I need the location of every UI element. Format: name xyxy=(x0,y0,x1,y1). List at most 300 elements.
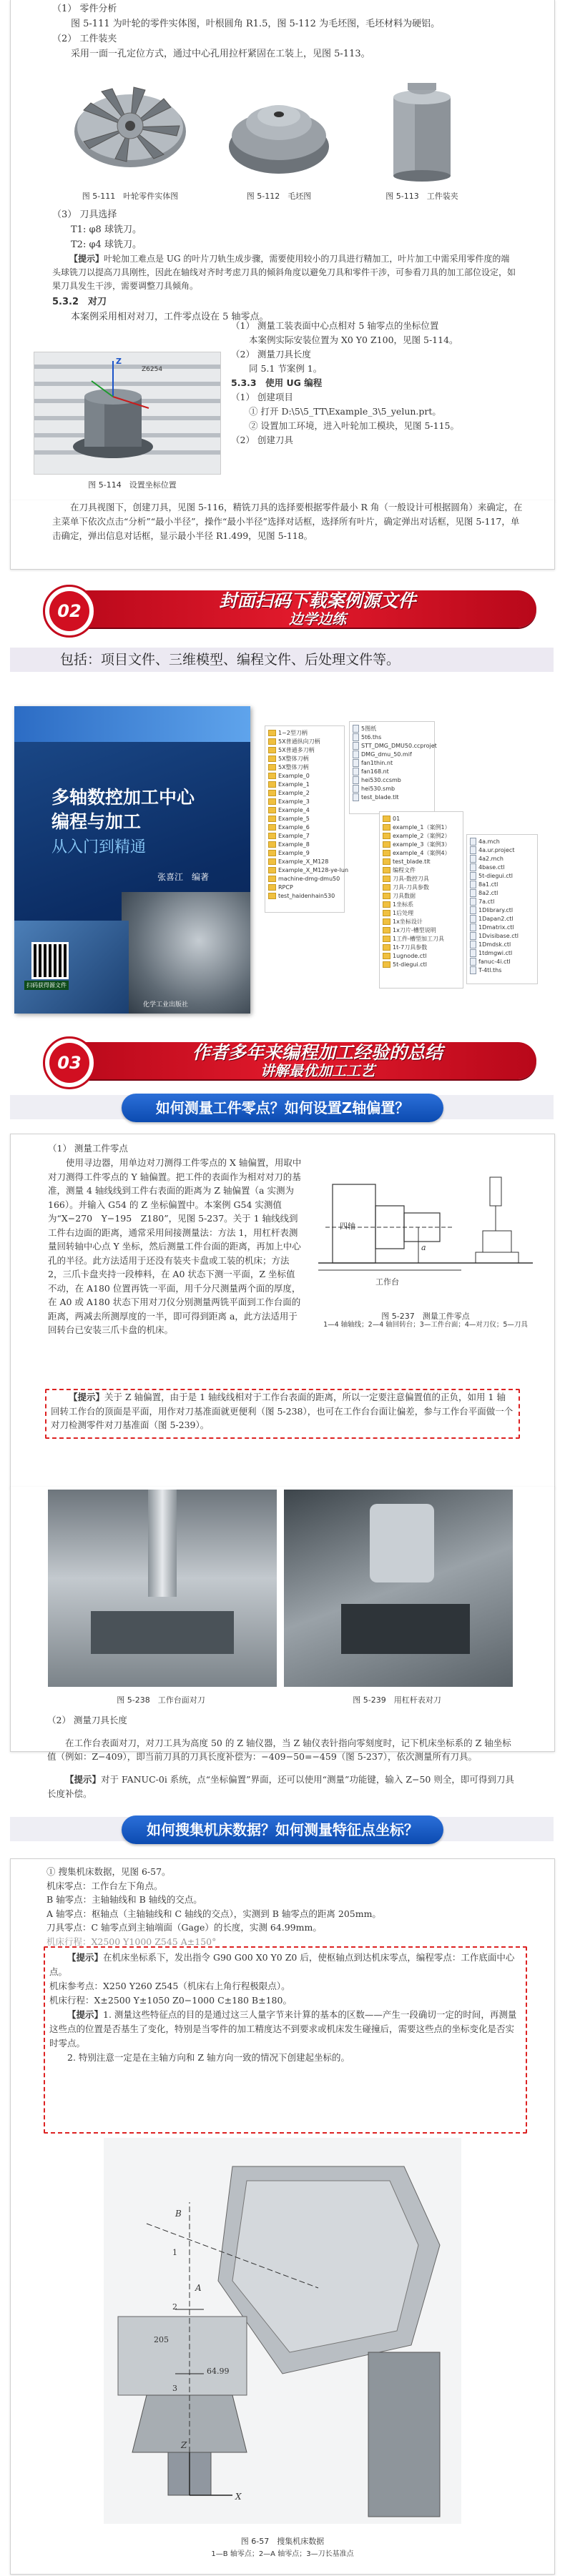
s1-item3-title: （2） 工件装夹 xyxy=(52,34,117,44)
fig-6-57-caption: 图 6-57 搜集机床数据 xyxy=(240,2537,325,2546)
folder-icon xyxy=(268,756,276,762)
file-entry[interactable] xyxy=(470,881,534,889)
file-entry[interactable] xyxy=(268,875,341,883)
s3-l7: 机床参考点：X250 Y260 Z545（机床右上角行程极限点）。 xyxy=(49,1981,290,1991)
file-entry-label: 1Dmatrix.ctl xyxy=(478,924,514,931)
file-entry[interactable] xyxy=(383,918,460,926)
file-icon xyxy=(470,846,476,854)
page-section-2 xyxy=(10,1134,555,1488)
fig-5-237-label-table: 工作台 xyxy=(375,1277,399,1287)
s1-right-2: 本案例实际安装位置为 X0 Y0 Z100，见图 5-114。 xyxy=(249,335,458,345)
s2-p1-title: （1） 测量工件零点 xyxy=(48,1143,128,1154)
file-entry[interactable] xyxy=(268,729,341,738)
folder-icon xyxy=(268,850,276,856)
banner-experience-line1: 作者多年来编程加工经验的总结 xyxy=(192,1042,443,1063)
folder-icon xyxy=(268,798,276,805)
file-entry-label: Example_6 xyxy=(278,824,310,831)
folder-icon xyxy=(383,867,390,873)
s2-tip-label: 【提示】 xyxy=(69,1392,105,1402)
folder-icon xyxy=(383,824,390,831)
file-entry-label: 7a.ctl xyxy=(478,898,495,905)
folder-icon xyxy=(383,884,390,891)
book-publisher: 化学工业出版社 xyxy=(143,1001,189,1009)
file-entry[interactable] xyxy=(383,901,460,909)
file-entry-label: 5X普通纵向刀柄 xyxy=(278,738,320,745)
banner-download-line1: 封面扫码下载案例源文件 xyxy=(219,590,416,611)
file-entry[interactable] xyxy=(268,849,341,858)
folder-icon xyxy=(383,850,390,856)
file-icon xyxy=(353,776,359,784)
file-entry[interactable] xyxy=(268,883,341,892)
file-entry-label: 1tdmgwi.ctl xyxy=(478,950,513,956)
sec-532-text: 本案例采用相对对刀，工件零点设在 5 轴零点。 xyxy=(71,312,269,322)
file-entry[interactable] xyxy=(470,846,534,855)
photo-5-238 xyxy=(48,1490,277,1687)
file-entry-label: 1t-7刀具参数 xyxy=(393,944,428,951)
fig-5-112-caption: 图 5-112 毛坯图 xyxy=(246,192,312,201)
banner-download-badge xyxy=(43,585,96,638)
file-entry[interactable] xyxy=(470,838,534,846)
fig-6-57-label-2: 2 xyxy=(172,2302,177,2312)
fig-5-238-caption: 图 5-238 工作台面对刀 xyxy=(117,1695,205,1705)
fig-5-114-axis-z: Z xyxy=(116,357,122,366)
file-entry-label: Example_0 xyxy=(278,773,310,779)
heading-machine-data: 如何搜集机床数据？如何测量特征点坐标？ xyxy=(122,1815,443,1844)
file-entry-label: 5X整体刀柄 xyxy=(278,764,309,771)
file-entry-label: STT_DMG_DMU50.ccprojet xyxy=(361,743,437,749)
s3-l3: B 轴零点：主轴轴线和 B 轴线的交点。 xyxy=(46,1894,202,1905)
folder-icon xyxy=(383,893,390,899)
file-icon xyxy=(470,898,476,906)
folder-icon xyxy=(383,918,390,925)
fig-6-57-label-Z: Z xyxy=(181,2440,187,2450)
include-strip-text: 包括：项目文件、三维模型、编程文件、后处理文件等。 xyxy=(60,652,401,668)
file-icon xyxy=(353,742,359,750)
tool-title: （3） 刀具选择 xyxy=(52,209,117,220)
file-entry-label: Example_5 xyxy=(278,816,310,822)
s1-right-9: 在刀具视图下，创建刀具，见图 5-116，精铣刀具的选择要根据零件最小 R 角（一般设计可根据圆角）来确定，在主菜单下依次点击“分析”“最小半径”，操作“最小半径”选择对话框，选择所有叶片，确定弹出对话框，见图 5-117，单击确定，弹出信息对话框，显示最小半径 R1.499，见图 5-118。 xyxy=(52,502,523,541)
banner-experience-num: 03 xyxy=(49,1043,89,1083)
file-entry[interactable] xyxy=(353,733,431,742)
file-icon xyxy=(353,733,359,741)
file-entry[interactable] xyxy=(470,966,534,975)
file-entry[interactable] xyxy=(353,742,437,750)
folder-icon xyxy=(383,841,390,848)
file-entry[interactable] xyxy=(470,863,534,872)
book-title-line1: 多轴数控加工中心 xyxy=(51,787,195,808)
file-entry-label: 1x坐标设计 xyxy=(393,918,423,925)
file-entry[interactable] xyxy=(383,935,460,943)
file-entry[interactable] xyxy=(268,806,341,815)
file-icon xyxy=(470,863,476,871)
file-entry[interactable] xyxy=(383,841,460,849)
folder-icon xyxy=(383,816,390,822)
file-entry-label: test_blade.tlt xyxy=(393,858,431,865)
file-entry-label: 5t6.ths xyxy=(361,734,382,740)
file-entry-label: 1工件-槽型加工刀具 xyxy=(393,936,444,942)
folder-icon xyxy=(268,807,276,813)
file-entry-label: 1后处理 xyxy=(393,910,414,916)
file-entry[interactable] xyxy=(268,841,341,849)
file-entry[interactable] xyxy=(353,776,431,785)
s3-tip2 xyxy=(49,2008,519,2051)
tool-t2: T2: φ4 球铣刀。 xyxy=(71,239,142,250)
folder-icon xyxy=(268,824,276,831)
s3-tip-text: 在机床坐标系下，发出指令 G90 G00 X0 Y0 Z0 后，使枢轴点到达机床零点，编程零点：工作底面中心点。 xyxy=(49,1952,515,1977)
file-entry[interactable] xyxy=(353,750,431,759)
include-strip xyxy=(10,648,554,672)
file-icon xyxy=(353,793,359,801)
file-entry[interactable] xyxy=(383,892,460,901)
file-entry[interactable] xyxy=(470,932,534,941)
fig-5-237-diagram xyxy=(311,1163,540,1306)
file-entry[interactable] xyxy=(470,906,534,915)
file-icon xyxy=(470,906,476,914)
file-entry-label: Example_3 xyxy=(278,798,310,805)
file-entry[interactable] xyxy=(383,943,460,952)
file-icon xyxy=(353,725,359,733)
s1-tip-text: 叶轮加工难点是 UG 的叶片刀轨生成步骤，需要使用较小的刀具进行精加工，叶片加工中需采用零件度的端头球铣刀以提高刀具刚性，因此在轴线对齐时考虑刀具的倾斜角度以避免刀具和零件干涉，可参看刀具的加工部位设定，如果刀具发生干涉，需要调整刀具倾角。 xyxy=(52,254,516,291)
folder-icon xyxy=(268,773,276,779)
s1-tip-label: 【提示】 xyxy=(69,254,104,264)
s3-tip xyxy=(49,1951,519,1979)
file-icon xyxy=(470,923,476,931)
file-entry-label: example_2（案例2） xyxy=(393,833,451,839)
file-entry[interactable] xyxy=(470,915,534,923)
fig-5-237-caption-sub: 1—4 轴轴线；2—4 轴回转台；3—工件台面；4—对刀仪；5—刀具 xyxy=(323,1321,528,1329)
file-icon xyxy=(470,872,476,880)
s1-item3-text: 采用一面一孔定位方式，通过中心孔用拉杆紧固在工装上，见图 5-113。 xyxy=(71,49,370,59)
fig-6-57-label-205: 205 xyxy=(154,2335,169,2344)
file-entry-label: 1ugnode.ctl xyxy=(393,953,427,959)
fig-5-113-caption: 图 5-113 工件装夹 xyxy=(385,192,458,201)
file-entry[interactable] xyxy=(383,858,460,866)
file-icon xyxy=(470,889,476,897)
s1-right-7: ② 设置加工环境，进入叶轮加工模块，见图 5-115。 xyxy=(249,420,459,431)
folder-icon xyxy=(383,936,390,942)
s3-tip2-label: 【提示】 xyxy=(67,2009,104,2020)
file-entry-label: 1~2型刀柄 xyxy=(278,730,308,736)
file-entry-label: example_1（案例1） xyxy=(393,824,451,831)
s3-l5: 刀具零点：C 轴零点到主轴端面（Gage）的长度，实测 64.99mm。 xyxy=(46,1922,322,1933)
blank-image xyxy=(225,79,333,179)
file-entry-label: Example_7 xyxy=(278,833,310,839)
file-icon xyxy=(470,966,476,974)
book-top-band xyxy=(14,706,250,742)
file-icon xyxy=(470,855,476,863)
file-entry-label: Example_1 xyxy=(278,781,310,788)
file-entry-label: 5t-diegui.ctl xyxy=(393,961,428,968)
banner-experience-line2: 讲解最优加工工艺 xyxy=(260,1062,375,1079)
fig-5-239-caption: 图 5-239 用杠杆表对刀 xyxy=(353,1695,441,1705)
file-entry[interactable] xyxy=(268,823,341,832)
folder-icon xyxy=(383,858,390,865)
folder-icon xyxy=(268,781,276,788)
s3-l6: 机床行程：X2500 Y1000 Z545 A±150° xyxy=(46,1936,217,1947)
fig-5-114-caption: 图 5-114 设置坐标位置 xyxy=(88,480,177,490)
file-entry-label: Example_X_M128-ye-lun xyxy=(278,867,349,873)
file-entry-label: Example_4 xyxy=(278,807,310,813)
impeller-image xyxy=(69,74,191,182)
file-icon xyxy=(470,941,476,948)
file-icon xyxy=(470,958,476,966)
s3-l8: 机床行程：X±2500 Y±1050 Z0−1000 C±180 B±180。 xyxy=(49,1995,292,2006)
file-entry[interactable] xyxy=(268,781,341,789)
banner-download xyxy=(14,580,551,638)
file-entry[interactable] xyxy=(353,725,431,733)
file-entry[interactable] xyxy=(268,789,341,798)
banner-download-line2: 边学边练 xyxy=(289,610,346,628)
file-entry-label: machine-dmg-dmu50 xyxy=(278,876,340,882)
s3-l2: 机床零点：工作台左下角点。 xyxy=(46,1880,163,1891)
file-entry-label: Example_8 xyxy=(278,841,310,848)
file-entry[interactable] xyxy=(383,832,460,841)
file-entry-label: 01 xyxy=(393,816,401,822)
file-entry[interactable] xyxy=(268,858,341,866)
s1-tip xyxy=(52,252,517,293)
file-entry-label: test_blade.tlt xyxy=(361,794,399,801)
file-entry[interactable] xyxy=(268,755,341,763)
file-entry-label: 1Dlibrary.ctl xyxy=(478,907,514,913)
page-section-1-cont xyxy=(10,500,555,570)
fig-6-57-diagram xyxy=(104,2138,461,2524)
file-entry[interactable] xyxy=(383,926,460,935)
book-title-line2: 编程与加工 xyxy=(51,811,142,832)
file-entry-label: 4a2.mch xyxy=(478,856,503,862)
file-icon xyxy=(470,932,476,940)
s2-tip xyxy=(51,1390,514,1432)
file-entry[interactable] xyxy=(353,768,431,776)
file-icon xyxy=(353,750,359,758)
file-entry-label: 编程文件 xyxy=(393,867,416,873)
file-entry[interactable] xyxy=(383,849,460,858)
file-entry-label: RPCP xyxy=(278,884,293,891)
file-entry[interactable] xyxy=(383,875,460,883)
file-entry[interactable] xyxy=(383,866,460,875)
fig-5-114-image xyxy=(34,352,221,475)
s2-tip2-text: 对于 FANUC-0i 系统，点“坐标偏置”界面，还可以使用“测量”功能键，输入 Z−50 则全，即可得到刀具长度补偿。 xyxy=(47,1774,514,1799)
folder-icon xyxy=(383,833,390,839)
file-entry[interactable] xyxy=(383,961,460,969)
file-entry-label: 刀具数据 xyxy=(393,893,416,899)
file-entry-label: 1Dvisibase.ctl xyxy=(478,933,519,939)
s2-p2-text: 在工作台表面对刀，对刀工具为高度 50 的 Z 轴仪器，当 Z 轴仪表针指向零刻度时，记下机床坐标系的 Z 轴坐标值（例如：Z−409），即当前刀具的刀具长度补偿为：−409−50=−459（图 5-237），依次测量所有刀具。 xyxy=(47,1737,511,1762)
folder-icon xyxy=(268,816,276,822)
file-entry-label: Example_X_M128 xyxy=(278,858,329,865)
fig-5-114-label: Z6254 xyxy=(142,366,163,373)
sec-532-title: 5.3.2 对刀 xyxy=(52,297,107,307)
file-icon xyxy=(353,768,359,776)
file-entry[interactable] xyxy=(383,823,460,832)
file-entry-label: test_haidenhain530 xyxy=(278,893,335,899)
book-qr xyxy=(31,942,69,979)
file-entry[interactable] xyxy=(268,866,349,875)
photo-5-239 xyxy=(284,1490,513,1687)
file-entry[interactable] xyxy=(353,785,431,793)
s1-item-title: （1） 零件分析 xyxy=(52,4,117,14)
file-entry-label: 1x刀片-槽型说明 xyxy=(393,927,436,933)
folder-icon xyxy=(268,747,276,753)
fig-5-237-label-sizhou: 四轴 xyxy=(340,1222,355,1231)
s1-item-text: 图 5-111 为叶轮的零件实体图，叶根圆角 R1.5，图 5-112 为毛坯图，毛坯材料为硬铝。 xyxy=(71,19,441,29)
file-entry[interactable] xyxy=(383,883,460,892)
file-entry[interactable] xyxy=(470,855,534,863)
file-col-2 xyxy=(349,721,435,814)
page-section-1 xyxy=(10,0,555,501)
book-cover xyxy=(14,706,250,1014)
file-entry[interactable] xyxy=(268,892,341,901)
file-entry-label: hei530.ccsmb xyxy=(361,777,401,783)
folder-icon xyxy=(268,841,276,848)
file-entry[interactable] xyxy=(470,949,534,958)
file-panel xyxy=(265,725,544,983)
folder-icon xyxy=(268,858,276,865)
folder-icon xyxy=(268,790,276,796)
folder-icon xyxy=(268,730,276,736)
file-entry-label: fanuc-4i.ctl xyxy=(478,958,511,965)
file-entry-label: DMG_dmu_50.mif xyxy=(361,751,412,758)
file-entry[interactable] xyxy=(383,909,460,918)
banner-experience-badge xyxy=(43,1036,96,1089)
page-section-3 xyxy=(10,1858,555,2575)
file-entry-label: 4a.mch xyxy=(478,838,500,845)
folder-icon xyxy=(383,927,390,933)
file-entry-label: Example_9 xyxy=(278,850,310,856)
file-entry-label: example_4（案例4） xyxy=(393,850,451,856)
fig-5-111-caption: 图 5-111 叶轮零件实体图 xyxy=(82,192,179,201)
fig-6-57-label-64: 64.99 xyxy=(207,2367,230,2376)
folder-icon xyxy=(268,893,276,899)
tool-t1: T1: φ8 球铣刀。 xyxy=(71,224,142,235)
s3-l1: ① 搜集机床数据，见图 6-57。 xyxy=(46,1866,171,1877)
file-entry-label: 8a2.ctl xyxy=(478,890,498,896)
file-entry[interactable] xyxy=(470,872,534,881)
s2-tip-text: 关于 Z 轴偏置，由于是 1 轴线线相对于工作台表面的距离，所以一定要注意偏置值的正负，如用 1 轴回转工作台的顶面是平面，用作对刀基准面就更便利（图 5-238），也可在工作台台面让偏差，参与工作台平面做一个对刀检测零件对刀基准面（图 5-239）。 xyxy=(51,1392,514,1430)
file-icon xyxy=(470,915,476,923)
s1-right-4: 同 5.1 节案例 1。 xyxy=(249,363,323,374)
file-icon xyxy=(353,785,359,793)
folder-icon xyxy=(383,901,390,908)
sec-533-title: 5.3.3 使用 UG 编程 xyxy=(231,377,323,388)
file-icon xyxy=(470,949,476,957)
s3-l4: A 轴零点：枢轴点（主轴轴线和 C 轴线的交点），实测到 B 轴零点的距离 205mm。 xyxy=(46,1908,381,1919)
fig-6-57-label-A: A xyxy=(195,2283,202,2293)
file-entry-label: 4a.ur.project xyxy=(478,847,515,853)
s3-tip-label: 【提示】 xyxy=(67,1952,104,1963)
file-entry[interactable] xyxy=(383,815,460,823)
file-entry[interactable] xyxy=(470,941,534,949)
file-entry-label: 刀具-刀具参数 xyxy=(393,884,429,891)
s2-tip2-label: 【提示】 xyxy=(65,1774,102,1785)
book-machine-image xyxy=(122,892,250,1014)
s2-p1-text: 使用寻边器，用单边对刀测得工件零点的 X 轴偏置，用取中对刀测得工件零点的 Y 轴偏置。把工件的表面作为相对对刀的基准，测量 4 轴线线到工件右表面的距离为 Z 轴偏置（a 实测为 166）。并输入 G54 的 Z 坐标偏置中。本案例 G54 实测值为“X−270 Y−195 Z180”，见图 5-237。关于 1 轴线线到工件右边面的距离，通常采用间接测量法：方法 1，用杠杆表测量回转轴中心点 Y 坐标，然后测量工件台面的距离，再加上中心孔的半径。此方法适用于还没有装夹卡盘或工装的机床；方法 2，三爪卡盘夹持一段棒料，在 A0 状态下测一平面，Z 坐标值不动，在 A180 位置再铣一平面，用千分尺测量两个面的厚度，在 A0 或 A180 状态下用对刀仪分别测量两铣平面到工作台面的距离，两减去所测厚度的一半，即可得到距离 a，此方法适用于回转台已安装三爪卡盘的机床。 xyxy=(48,1157,302,1335)
file-entry[interactable] xyxy=(268,815,341,823)
file-entry-label: Example_2 xyxy=(278,790,310,796)
fig-6-57-label-1: 1 xyxy=(172,2248,177,2257)
book-subtitle: 从入门到精通 xyxy=(51,838,147,856)
file-entry[interactable] xyxy=(470,958,534,966)
file-entry-label: 1Dmdsk.ctl xyxy=(478,941,511,948)
file-entry-label: 1Dapan2.ctl xyxy=(478,916,514,922)
file-entry-label: 5X整体刀柄 xyxy=(278,756,309,762)
s2-tip2 xyxy=(47,1773,519,1800)
folder-icon xyxy=(383,876,390,882)
folder-icon xyxy=(383,910,390,916)
folder-icon xyxy=(383,953,390,959)
file-entry[interactable] xyxy=(353,759,431,768)
file-entry[interactable] xyxy=(268,746,341,755)
file-entry[interactable] xyxy=(268,832,341,841)
file-entry-label: example_3（案例3） xyxy=(393,841,451,848)
s1-right-6: ① 打开 D:\5\5_TT\Example_3\5_yelun.prt。 xyxy=(249,406,441,417)
fig-6-57-label-B: B xyxy=(175,2209,182,2219)
file-icon xyxy=(470,838,476,846)
fig-6-57-label-3: 3 xyxy=(172,2384,177,2393)
file-entry-label: 5图纸 xyxy=(361,725,377,732)
s3-tip2-text2: 2. 特别注意一定是在主轴方向和 Z 轴方向一致的情况下创建起坐标的。 xyxy=(67,2052,350,2063)
s1-right-3: （2） 测量刀具长度 xyxy=(231,349,311,360)
file-entry-label: 8a1.ctl xyxy=(478,881,498,888)
file-entry-label: hei530.smb xyxy=(361,786,396,792)
s1-right-5: （1） 创建项目 xyxy=(231,392,293,402)
file-entry[interactable] xyxy=(268,763,341,772)
file-entry-label: 5t-diegui.ctl xyxy=(478,873,514,879)
banner-experience xyxy=(14,1032,551,1089)
file-entry[interactable] xyxy=(470,923,534,932)
folder-icon xyxy=(268,867,276,873)
file-icon xyxy=(470,881,476,888)
book-author: 张喜江 编著 xyxy=(157,872,210,882)
file-entry-label: fan168.nt xyxy=(361,768,389,775)
banner-download-num: 02 xyxy=(49,591,89,631)
folder-icon xyxy=(268,833,276,839)
fig-5-237-label-a: a xyxy=(421,1243,426,1252)
heading-workpiece-zero: 如何测量工件零点？如何设置Z轴偏置？ xyxy=(122,1094,443,1122)
file-entry-label: 1坐标系 xyxy=(393,901,414,908)
s3-tip2-text1: 1. 测量这些特征点的目的是通过这三人量字节来计算的基本的区数——产生一段确切一定的时间，再测量这些点的位置是否基生了变化，特别是当零件的加工精度达不到要求或机床发生碰撞后，需要这些点的坐标变化是否实时零点。 xyxy=(49,2009,517,2049)
file-entry[interactable] xyxy=(383,952,460,961)
fig-6-57-label-X: X xyxy=(235,2492,242,2502)
folder-icon xyxy=(383,961,390,968)
fig-6-57-caption-sub: 1—B 轴零点；2—A 轴零点；3—刀长基准点 xyxy=(211,2550,354,2558)
folder-icon xyxy=(383,944,390,951)
fixture-image xyxy=(383,69,461,183)
book-qr-text: 扫码获得源文件 xyxy=(24,981,69,990)
file-entry-label: 5X普通多刀柄 xyxy=(278,747,315,753)
file-entry[interactable] xyxy=(268,772,341,781)
file-entry-label: T-4tl.ths xyxy=(478,967,502,974)
file-entry-label: 刀具-数控刀具 xyxy=(393,876,429,882)
file-entry[interactable] xyxy=(353,793,431,802)
s2-p2-title: （2） 测量刀具长度 xyxy=(47,1714,127,1725)
file-entry[interactable] xyxy=(268,738,341,746)
folder-icon xyxy=(268,876,276,882)
folder-icon xyxy=(268,764,276,771)
folder-icon xyxy=(268,738,276,745)
s1-right-1: （1） 测量工装表面中心点相对 5 轴零点的坐标位置 xyxy=(231,320,439,331)
file-entry[interactable] xyxy=(470,898,534,906)
file-entry-label: 4base.ctl xyxy=(478,864,505,871)
s1-right-8: （2） 创建刀具 xyxy=(231,435,293,445)
file-col-4 xyxy=(466,834,538,984)
fig-5-237-caption: 图 5-237 测量工件零点 xyxy=(381,1312,470,1321)
file-entry[interactable] xyxy=(268,798,341,806)
file-entry[interactable] xyxy=(470,889,534,898)
file-col-1 xyxy=(265,725,349,913)
file-col-3 xyxy=(379,811,463,989)
file-icon xyxy=(353,759,359,767)
file-entry-label: fan1thin.nt xyxy=(361,760,393,766)
